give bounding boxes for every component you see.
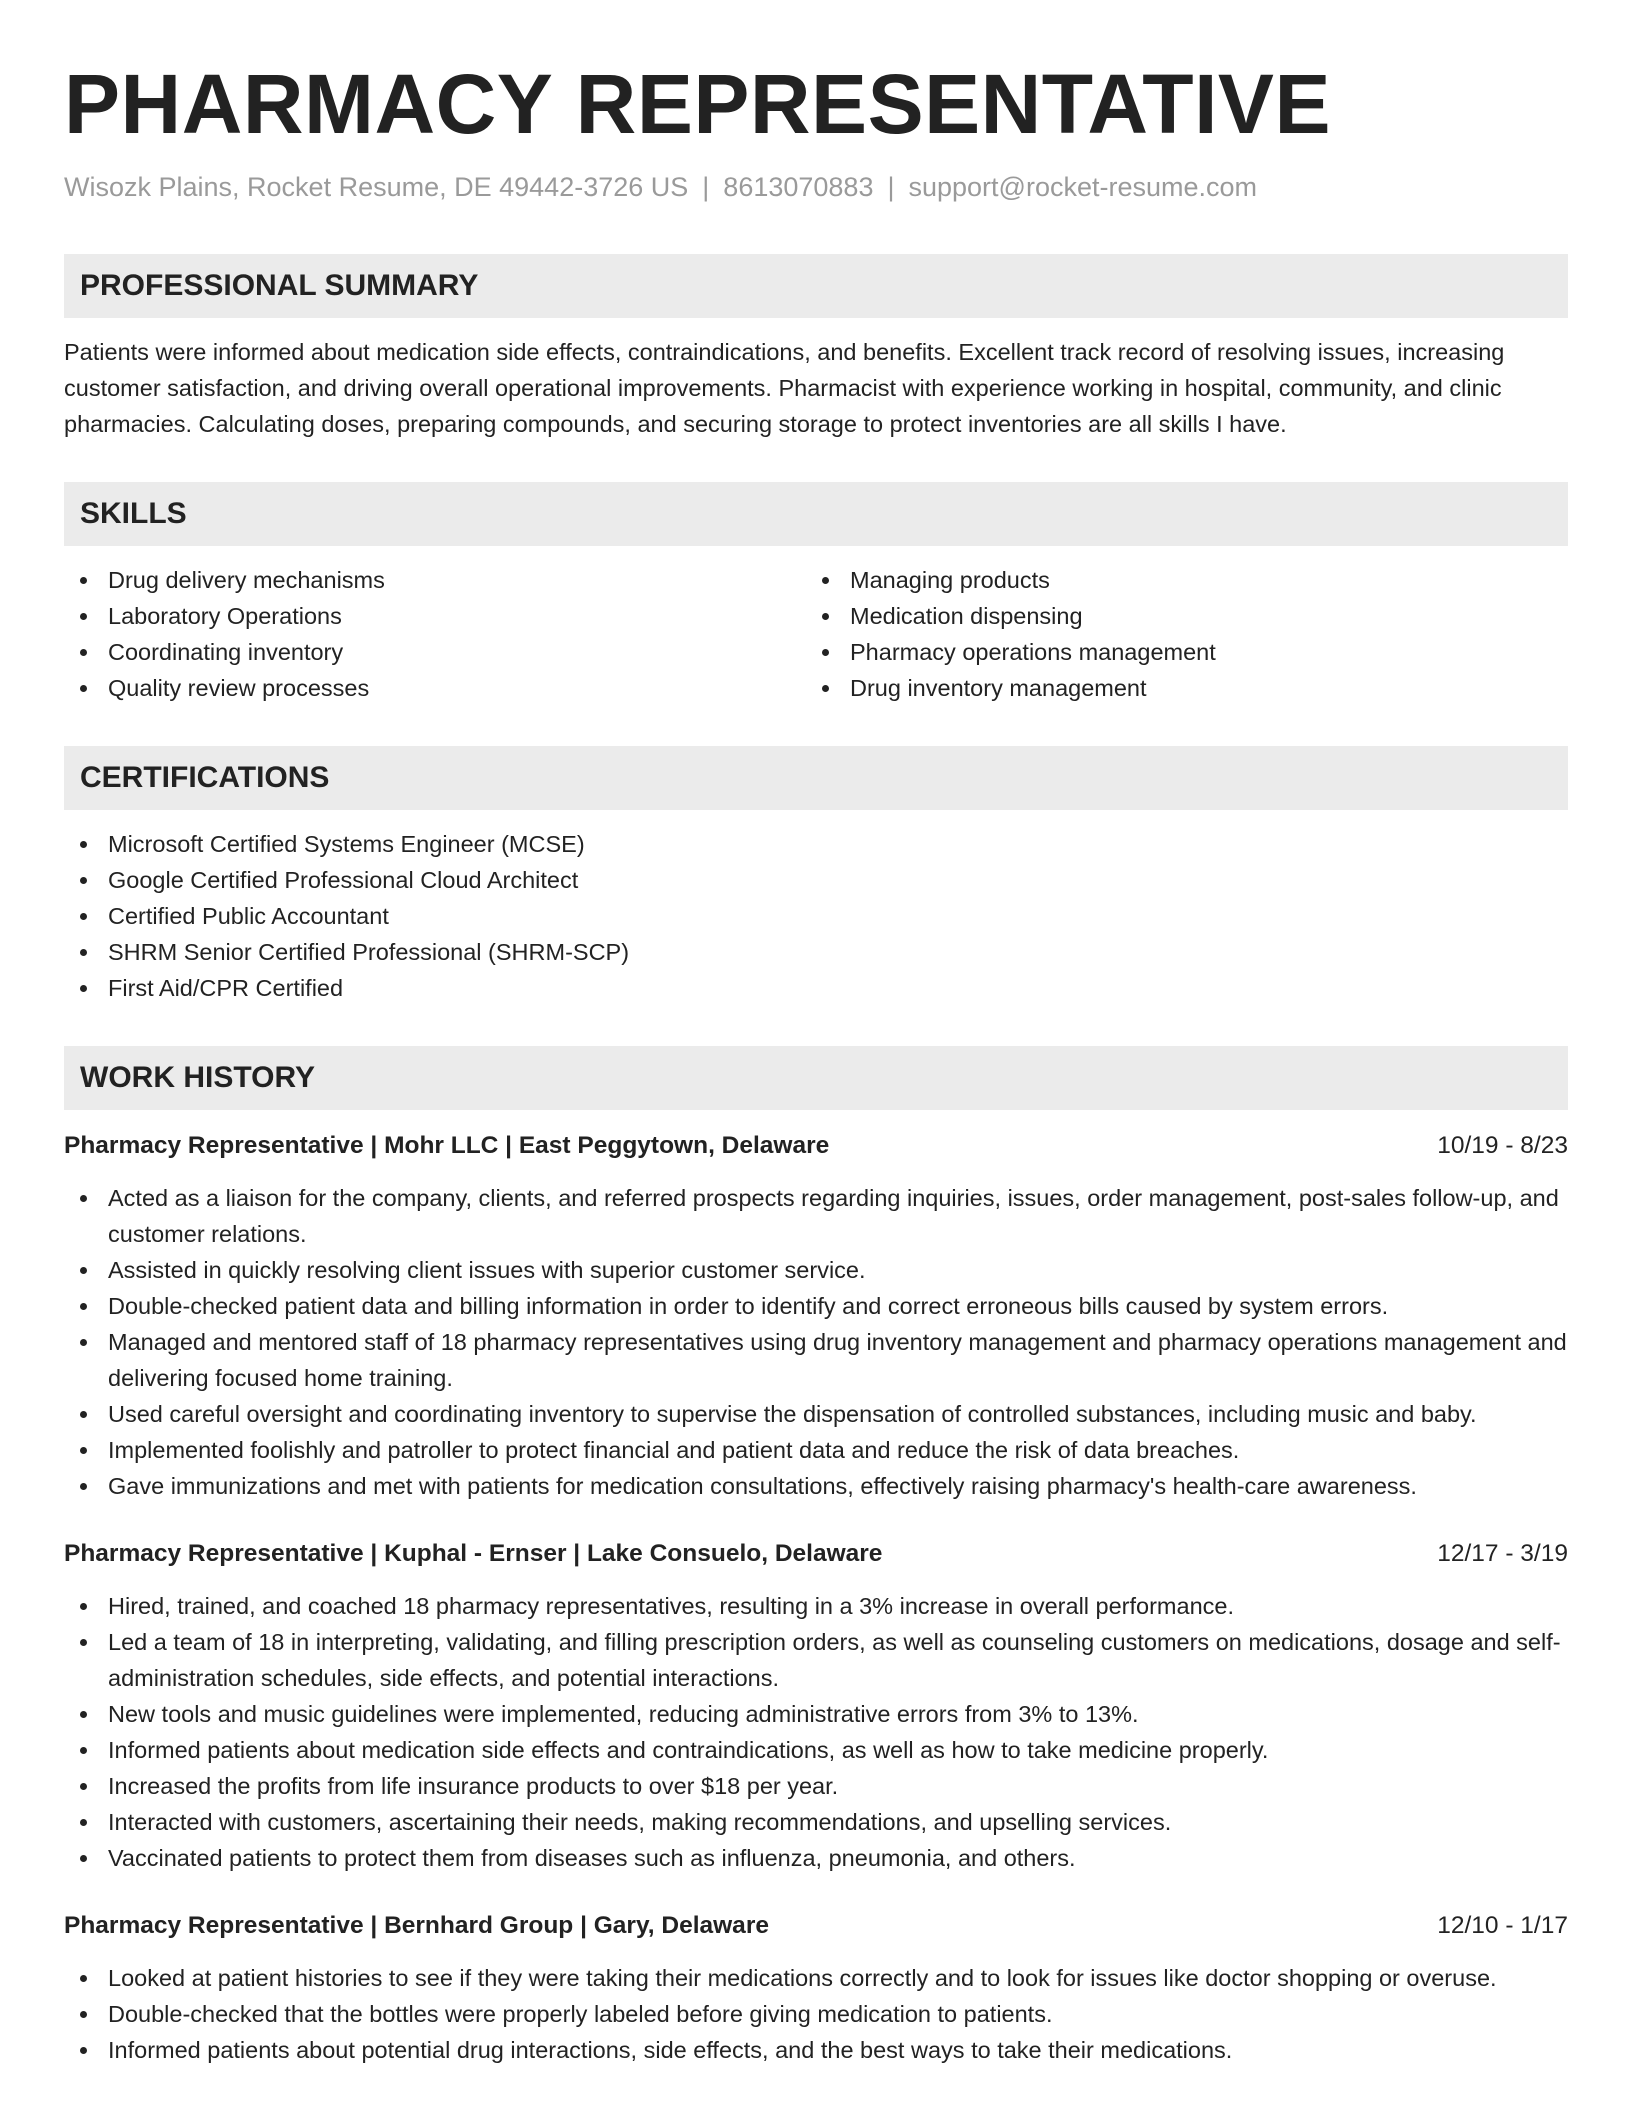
job-bullet-list bbox=[64, 1180, 1568, 1504]
contact-line bbox=[64, 170, 1568, 204]
certification-item: Microsoft Certified Systems Engineer (MCSE) bbox=[64, 826, 1568, 862]
contact-address: Wisozk Plains, Rocket Resume, DE 49442-3726 US bbox=[64, 172, 689, 202]
job-title: Pharmacy Representative | Kuphal - Ernser | Lake Consuelo, Delaware bbox=[64, 1540, 883, 1567]
skill-item: Quality review processes bbox=[64, 670, 806, 706]
skills-column-left bbox=[64, 562, 806, 706]
job-title: Pharmacy Representative | Mohr LLC | East Peggytown, Delaware bbox=[64, 1132, 830, 1159]
skill-item: Medication dispensing bbox=[806, 598, 1548, 634]
job-bullet-list bbox=[64, 1960, 1568, 2068]
job-bullet: Hired, trained, and coached 18 pharmacy representatives, resulting in a 3% increase in overall performance. bbox=[64, 1588, 1568, 1624]
certification-item: Google Certified Professional Cloud Architect bbox=[64, 862, 1568, 898]
job-dates: 12/10 - 1/17 bbox=[1437, 1912, 1568, 1939]
job-bullet: Double-checked that the bottles were properly labeled before giving medication to patients. bbox=[64, 1996, 1568, 2032]
contact-separator: | bbox=[702, 172, 710, 202]
contact-separator: | bbox=[887, 172, 895, 202]
summary-text: Patients were informed about medication side effects, contraindications, and benefits. Excellent track record of resolving issues, increasing customer satisfaction, and driving overall operational improvements. Pharmacist with experience working in hospital, community, and clinic pharmacies. Calculating doses, preparing compounds, and securing storage to protect inventories are all skills I have. bbox=[64, 339, 1505, 437]
contact-email: support@rocket-resume.com bbox=[908, 172, 1258, 202]
skills-grid bbox=[64, 562, 1568, 706]
resume-content bbox=[64, 56, 1568, 2068]
job-bullet: Looked at patient histories to see if they were taking their medications correctly and to look for issues like doctor shopping or overuse. bbox=[64, 1960, 1568, 1996]
job-bullet: Assisted in quickly resolving client issues with superior customer service. bbox=[64, 1252, 1568, 1288]
job-bullet: Implemented foolishly and patroller to protect financial and patient data and reduce the risk of data breaches. bbox=[64, 1432, 1568, 1468]
job-bullet: Increased the profits from life insurance products to over $18 per year. bbox=[64, 1768, 1568, 1804]
certifications-list bbox=[64, 826, 1568, 1006]
skill-item: Pharmacy operations management bbox=[806, 634, 1548, 670]
job-dates: 12/17 - 3/19 bbox=[1437, 1540, 1568, 1567]
job-bullet: Double-checked patient data and billing information in order to identify and correct erroneous bills caused by system errors. bbox=[64, 1288, 1568, 1324]
skill-item: Coordinating inventory bbox=[64, 634, 806, 670]
skill-item: Drug inventory management bbox=[806, 670, 1548, 706]
job-bullet: Vaccinated patients to protect them from diseases such as influenza, pneumonia, and others. bbox=[64, 1840, 1568, 1876]
job-bullet: Interacted with customers, ascertaining their needs, making recommendations, and upselling services. bbox=[64, 1804, 1568, 1840]
candidate-name: PHARMACY REPRESENTATIVE bbox=[64, 57, 1331, 151]
job-bullet: Used careful oversight and coordinating inventory to supervise the dispensation of controlled substances, including music and baby. bbox=[64, 1396, 1568, 1432]
job-bullet: Acted as a liaison for the company, clients, and referred prospects regarding inquiries, issues, order management, post-sales follow-up, and customer relations. bbox=[64, 1180, 1568, 1252]
job-bullet: New tools and music guidelines were implemented, reducing administrative errors from 3% to 13%. bbox=[64, 1696, 1568, 1732]
contact-phone: 8613070883 bbox=[723, 172, 874, 202]
job-dates: 10/19 - 8/23 bbox=[1437, 1132, 1568, 1159]
certification-item: SHRM Senior Certified Professional (SHRM-SCP) bbox=[64, 934, 1568, 970]
job-heading bbox=[64, 1128, 1568, 1164]
section-header-skills: SKILLS bbox=[64, 482, 1568, 546]
job-bullet: Led a team of 18 in interpreting, validating, and filling prescription orders, as well as counseling customers on medications, dosage and self-administration schedules, side effects, and potential interactions. bbox=[64, 1624, 1568, 1696]
job-bullet: Informed patients about medication side effects and contraindications, as well as how to take medicine properly. bbox=[64, 1732, 1568, 1768]
job-heading bbox=[64, 1536, 1568, 1572]
job-entry bbox=[64, 1128, 1568, 1504]
section-header-work-history: WORK HISTORY bbox=[64, 1046, 1568, 1110]
skills-column-right bbox=[806, 562, 1548, 706]
certification-item: Certified Public Accountant bbox=[64, 898, 1568, 934]
skill-item: Drug delivery mechanisms bbox=[64, 562, 806, 598]
section-header-summary: PROFESSIONAL SUMMARY bbox=[64, 254, 1568, 318]
job-title: Pharmacy Representative | Bernhard Group | Gary, Delaware bbox=[64, 1912, 769, 1939]
job-bullet: Managed and mentored staff of 18 pharmacy representatives using drug inventory management and pharmacy operations management and delivering focused home training. bbox=[64, 1324, 1568, 1396]
job-heading bbox=[64, 1908, 1568, 1944]
skill-item: Managing products bbox=[806, 562, 1548, 598]
certification-item: First Aid/CPR Certified bbox=[64, 970, 1568, 1006]
job-bullet: Informed patients about potential drug interactions, side effects, and the best ways to take their medications. bbox=[64, 2032, 1568, 2068]
job-bullet-list bbox=[64, 1588, 1568, 1876]
job-entry bbox=[64, 1536, 1568, 1876]
section-header-certifications: CERTIFICATIONS bbox=[64, 746, 1568, 810]
skill-item: Laboratory Operations bbox=[64, 598, 806, 634]
job-bullet: Gave immunizations and met with patients for medication consultations, effectively raising pharmacy's health-care awareness. bbox=[64, 1468, 1568, 1504]
job-entry bbox=[64, 1908, 1568, 2068]
